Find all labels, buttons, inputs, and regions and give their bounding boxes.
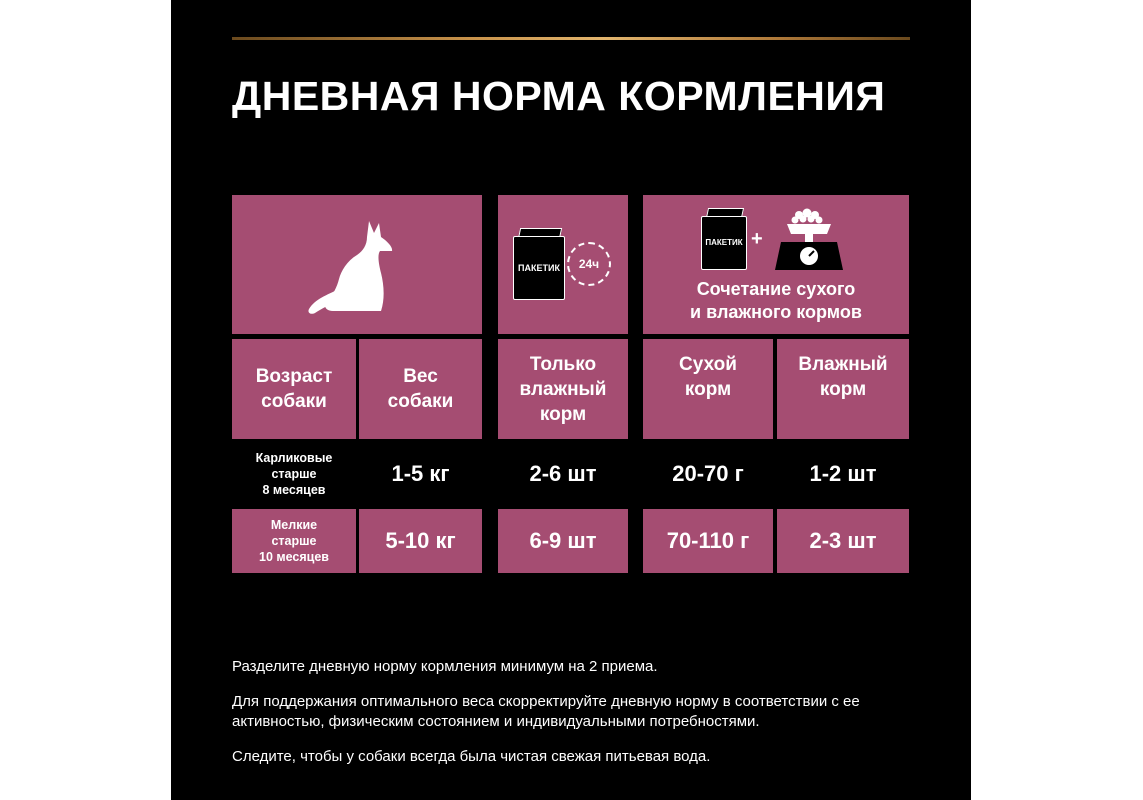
feeding-guide-panel — [171, 0, 971, 800]
page-title: ДНЕВНАЯ НОРМА КОРМЛЕНИЯ — [232, 73, 886, 119]
plus-icon: + — [751, 227, 763, 250]
dog-icon-block — [232, 195, 482, 334]
wet-food-bag-icon: ПАКЕТИК — [701, 216, 747, 270]
header-wet: Влажный корм — [777, 339, 909, 439]
wet-food-icons — [511, 228, 615, 302]
note-fresh-water: Следите, чтобы у собаки всегда была чистая свежая питьевая вода. — [232, 748, 711, 765]
clock-label: 24ч — [578, 256, 600, 271]
combo-icons — [701, 206, 851, 272]
sitting-dog-icon — [307, 215, 407, 315]
row2-age: Мелкие старше 10 месяцев — [232, 509, 356, 573]
wet-food-icon-block — [498, 195, 628, 334]
row2-dry: 70-110 г — [643, 509, 773, 573]
row2-wet: 2-3 шт — [777, 509, 909, 573]
row2-wet-only: 6-9 шт — [498, 509, 628, 573]
gold-divider — [232, 37, 910, 40]
note-split-meals: Разделите дневную норму кормления минимум на 2 приема. — [232, 658, 658, 675]
combo-caption: Сочетание сухого и влажного кормов — [690, 278, 862, 322]
row1-wet-only: 2-6 шт — [529, 461, 597, 486]
header-dry: Сухой корм — [643, 339, 773, 439]
row1-age: Карликовые старше 8 месяцев — [255, 451, 333, 497]
clock-24h-icon — [567, 242, 611, 286]
row1-weight: 1-5 кг — [391, 461, 450, 486]
row1-dry: 20-70 г — [672, 461, 744, 486]
header-wet-only: Только влажный корм — [498, 339, 628, 439]
header-age: Возраст собаки — [232, 339, 356, 439]
row1-wet: 1-2 шт — [809, 461, 877, 486]
wet-food-bag-icon: ПАКЕТИК — [513, 236, 565, 300]
row2-weight: 5-10 кг — [359, 509, 482, 573]
combo-block — [643, 195, 909, 334]
header-weight: Вес собаки — [359, 339, 482, 439]
scale-with-dry-food-icon — [771, 206, 847, 272]
notes — [232, 657, 932, 782]
note-adjust-portion: Для поддержания оптимального веса скорректируйте дневную норму в соответствии с ее активностью, физическим состоянием и индивидуальными потребностями. — [232, 693, 860, 730]
